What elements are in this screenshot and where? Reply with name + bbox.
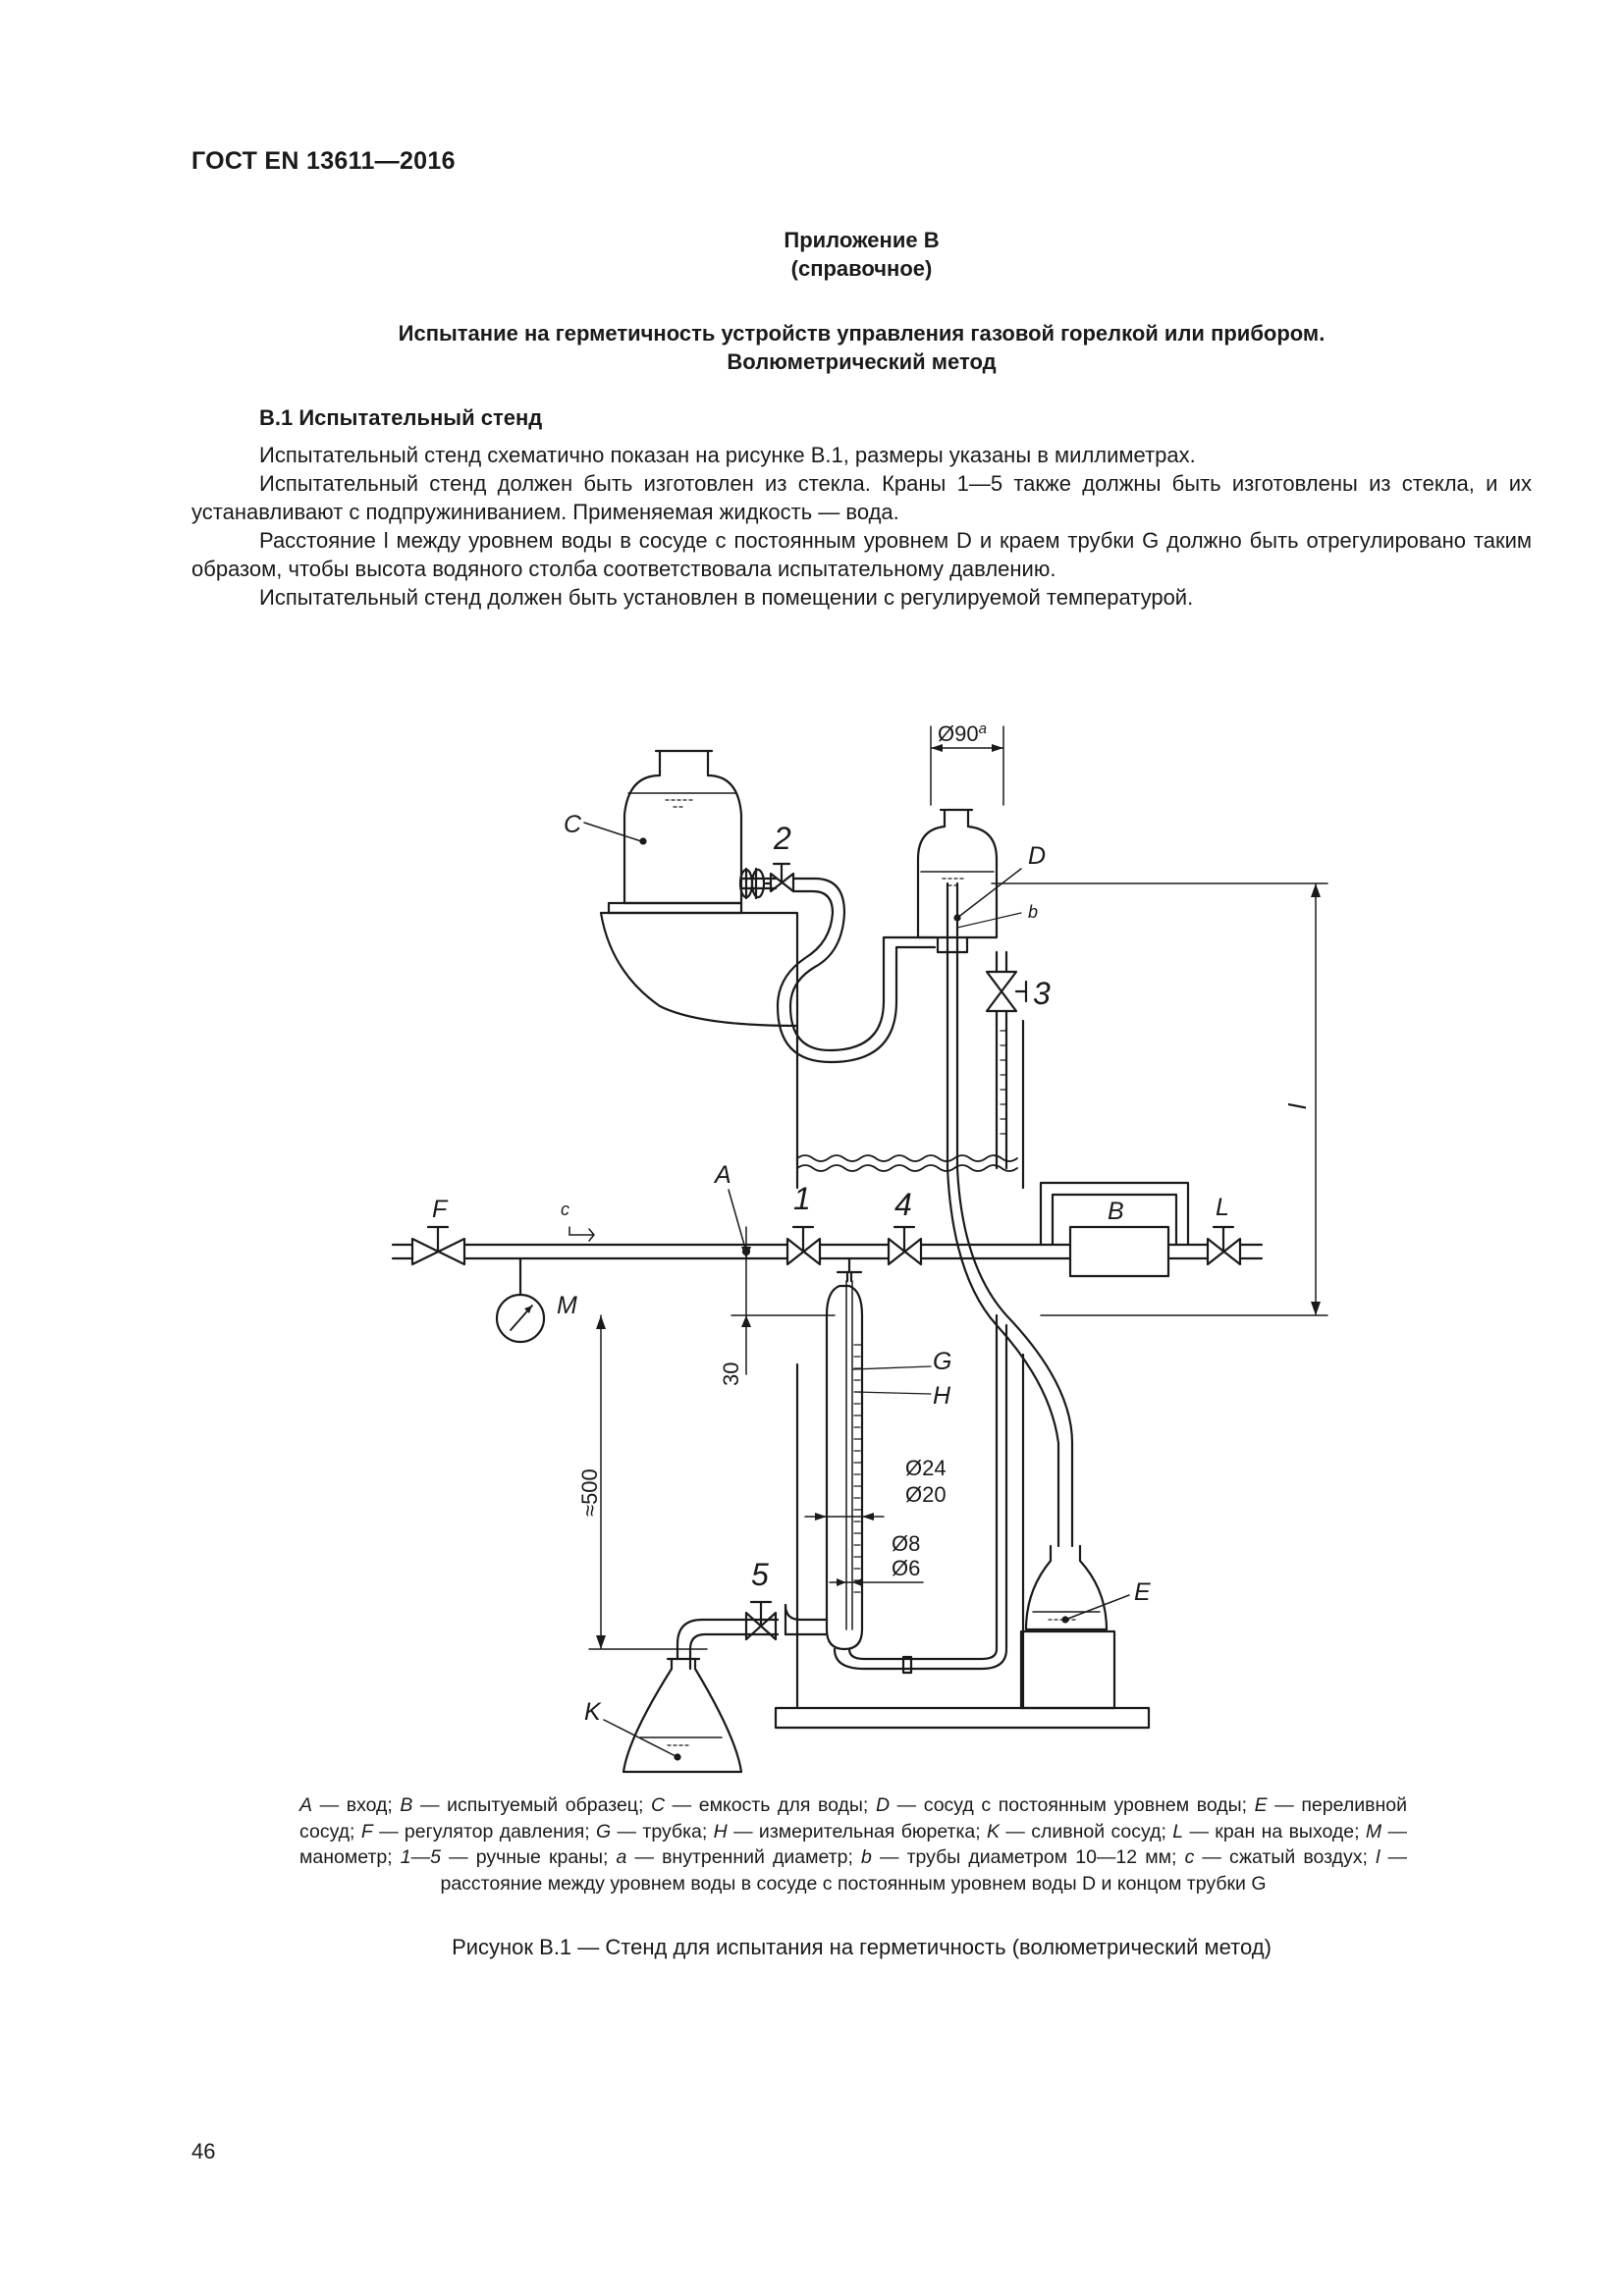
pipe-out (1240, 1245, 1262, 1258)
valve-3 (987, 972, 1016, 1011)
paragraph: Испытательный стенд должен быть установлен в помещении с регулируемой температурой. (259, 585, 1194, 610)
label-c: C (564, 811, 582, 838)
flask-k (623, 1659, 741, 1772)
leader-e (1065, 1595, 1129, 1620)
label-a: A (715, 1161, 731, 1189)
drain-hose (677, 1620, 746, 1659)
pipe-from-d (947, 883, 957, 1168)
dimension-500 (589, 1315, 707, 1649)
annex-type: (справочное) (790, 256, 933, 281)
label-valve-5: 5 (751, 1557, 769, 1592)
leaders-g-h (852, 1366, 931, 1394)
water-marks (666, 800, 693, 807)
legend-item: A — вход; (299, 1794, 393, 1816)
legend-item: E — переливной сосуд; (299, 1794, 1407, 1842)
paragraph: Испытательный стенд должен быть изготовлен из стекла. Краны 1—5 также должны быть изготовлены из стекла, и их устанавливают с подпружиниванием. Применяемая жидкость — вода. (191, 471, 1532, 524)
label-f: F (432, 1196, 448, 1223)
pipe-b-l (1168, 1245, 1208, 1258)
water-marks (943, 879, 964, 885)
label-valve-3: 3 (1033, 976, 1051, 1011)
leader-d (957, 869, 1021, 918)
stand-lower (797, 1021, 1023, 1163)
base-plate (776, 1708, 1149, 1728)
shelf-top (609, 903, 741, 913)
legend-item: L — кран на выходе; (1172, 1820, 1360, 1842)
figure-legend (299, 1792, 1407, 1896)
legend-item: K — сливной сосуд; (987, 1820, 1166, 1842)
leader-b (957, 913, 1021, 928)
hose-s (778, 879, 896, 1062)
pipe-1-4 (820, 1245, 889, 1258)
dim-d8: Ø8 (892, 1531, 921, 1556)
label-k: K (584, 1698, 601, 1726)
label-b: b (1028, 902, 1039, 922)
annex-heading-line2: Волюметрический метод (727, 349, 997, 374)
standard-designation: ГОСТ EN 13611—2016 (191, 147, 456, 175)
label-c-air: c (561, 1200, 569, 1219)
legend-item: l — расстояние между уровнем воды в сосуде с постоянным уровнем воды D и концом трубки G (440, 1846, 1408, 1895)
sample-b (1070, 1227, 1168, 1276)
label-valve-2: 2 (774, 821, 791, 856)
pipe-4-b (921, 1245, 1070, 1258)
hose-to-d (884, 937, 935, 972)
label-e: E (1134, 1578, 1151, 1606)
burette-scale (854, 1345, 862, 1592)
dim-500: ≈500 (577, 1468, 602, 1517)
page-number: 46 (191, 2139, 216, 2163)
paragraph: Расстояние l между уровнем воды в сосуде с постоянным уровнем D и краем трубки G должно быть отрегулировано таким образом, чтобы высота водяного столба соответствовала испытательному давлению. (191, 528, 1532, 581)
legend-item: M — манометр; (299, 1820, 1407, 1868)
legend-item: a — внутренний диаметр; (616, 1846, 853, 1868)
stand-e (1021, 1631, 1114, 1708)
valve-5-stem (751, 1602, 771, 1626)
legend-item: D — сосуд с постоянным уровнем воды; (875, 1794, 1248, 1816)
legend-item: B — испытуемый образец; (400, 1794, 644, 1816)
label-valve-1: 1 (793, 1181, 811, 1216)
dim-d24: Ø24 (905, 1456, 947, 1480)
break-line (797, 1155, 1017, 1171)
air-arrow (569, 1229, 594, 1241)
container-c (624, 751, 741, 903)
label-l-dimension: l (1284, 1103, 1312, 1109)
dim-d6: Ø6 (892, 1556, 921, 1580)
legend-item: 1—5 — ручные краны; (400, 1846, 609, 1868)
legend-item: H — измерительная бюретка; (713, 1820, 981, 1842)
leader-c (584, 823, 641, 841)
vessel-d-foot (938, 937, 967, 952)
tube-g-top (838, 1258, 861, 1281)
legend-item: C — емкость для воды; (651, 1794, 869, 1816)
annex-heading-line1: Испытание на герметичность устройств управления газовой горелкой или прибором. (398, 321, 1326, 346)
label-g: G (933, 1348, 952, 1375)
legend-item: F — регулятор давления; (360, 1820, 590, 1842)
label-h: H (933, 1382, 951, 1410)
legend-item: G — трубка; (596, 1820, 708, 1842)
gas-line (393, 1245, 787, 1258)
tube-g (846, 1281, 852, 1629)
dim-d90: Ø90$^a$ (938, 721, 987, 746)
valve-3-stem (1016, 982, 1026, 1001)
shelf-bracket (601, 913, 797, 1026)
label-b-sample: B (1108, 1198, 1124, 1225)
coupling (752, 870, 764, 897)
annex-title: Приложение В (784, 228, 940, 252)
burette-outlet (785, 1605, 827, 1634)
leader-a (729, 1190, 746, 1252)
section-title: В.1 Испытательный стенд (259, 405, 543, 430)
dim-d20: Ø20 (905, 1482, 947, 1507)
burette-h (827, 1286, 862, 1649)
label-valve-4: 4 (894, 1187, 912, 1222)
dim-30: 30 (719, 1362, 743, 1386)
legend-item: c — сжатый воздух; (1184, 1846, 1368, 1868)
legend-item: b — трубы диаметром 10—12 мм; (861, 1846, 1177, 1868)
dimension-l (992, 883, 1327, 1315)
paragraph: Испытательный стенд схематично показан на рисунке В.1, размеры указаны в миллиметрах. (259, 443, 1196, 467)
figure-caption: Рисунок В.1 — Стенд для испытания на герметичность (волюметрический метод) (452, 1935, 1272, 1959)
label-l-valve: L (1216, 1194, 1229, 1221)
label-m: M (557, 1292, 577, 1319)
label-d: D (1028, 842, 1047, 870)
